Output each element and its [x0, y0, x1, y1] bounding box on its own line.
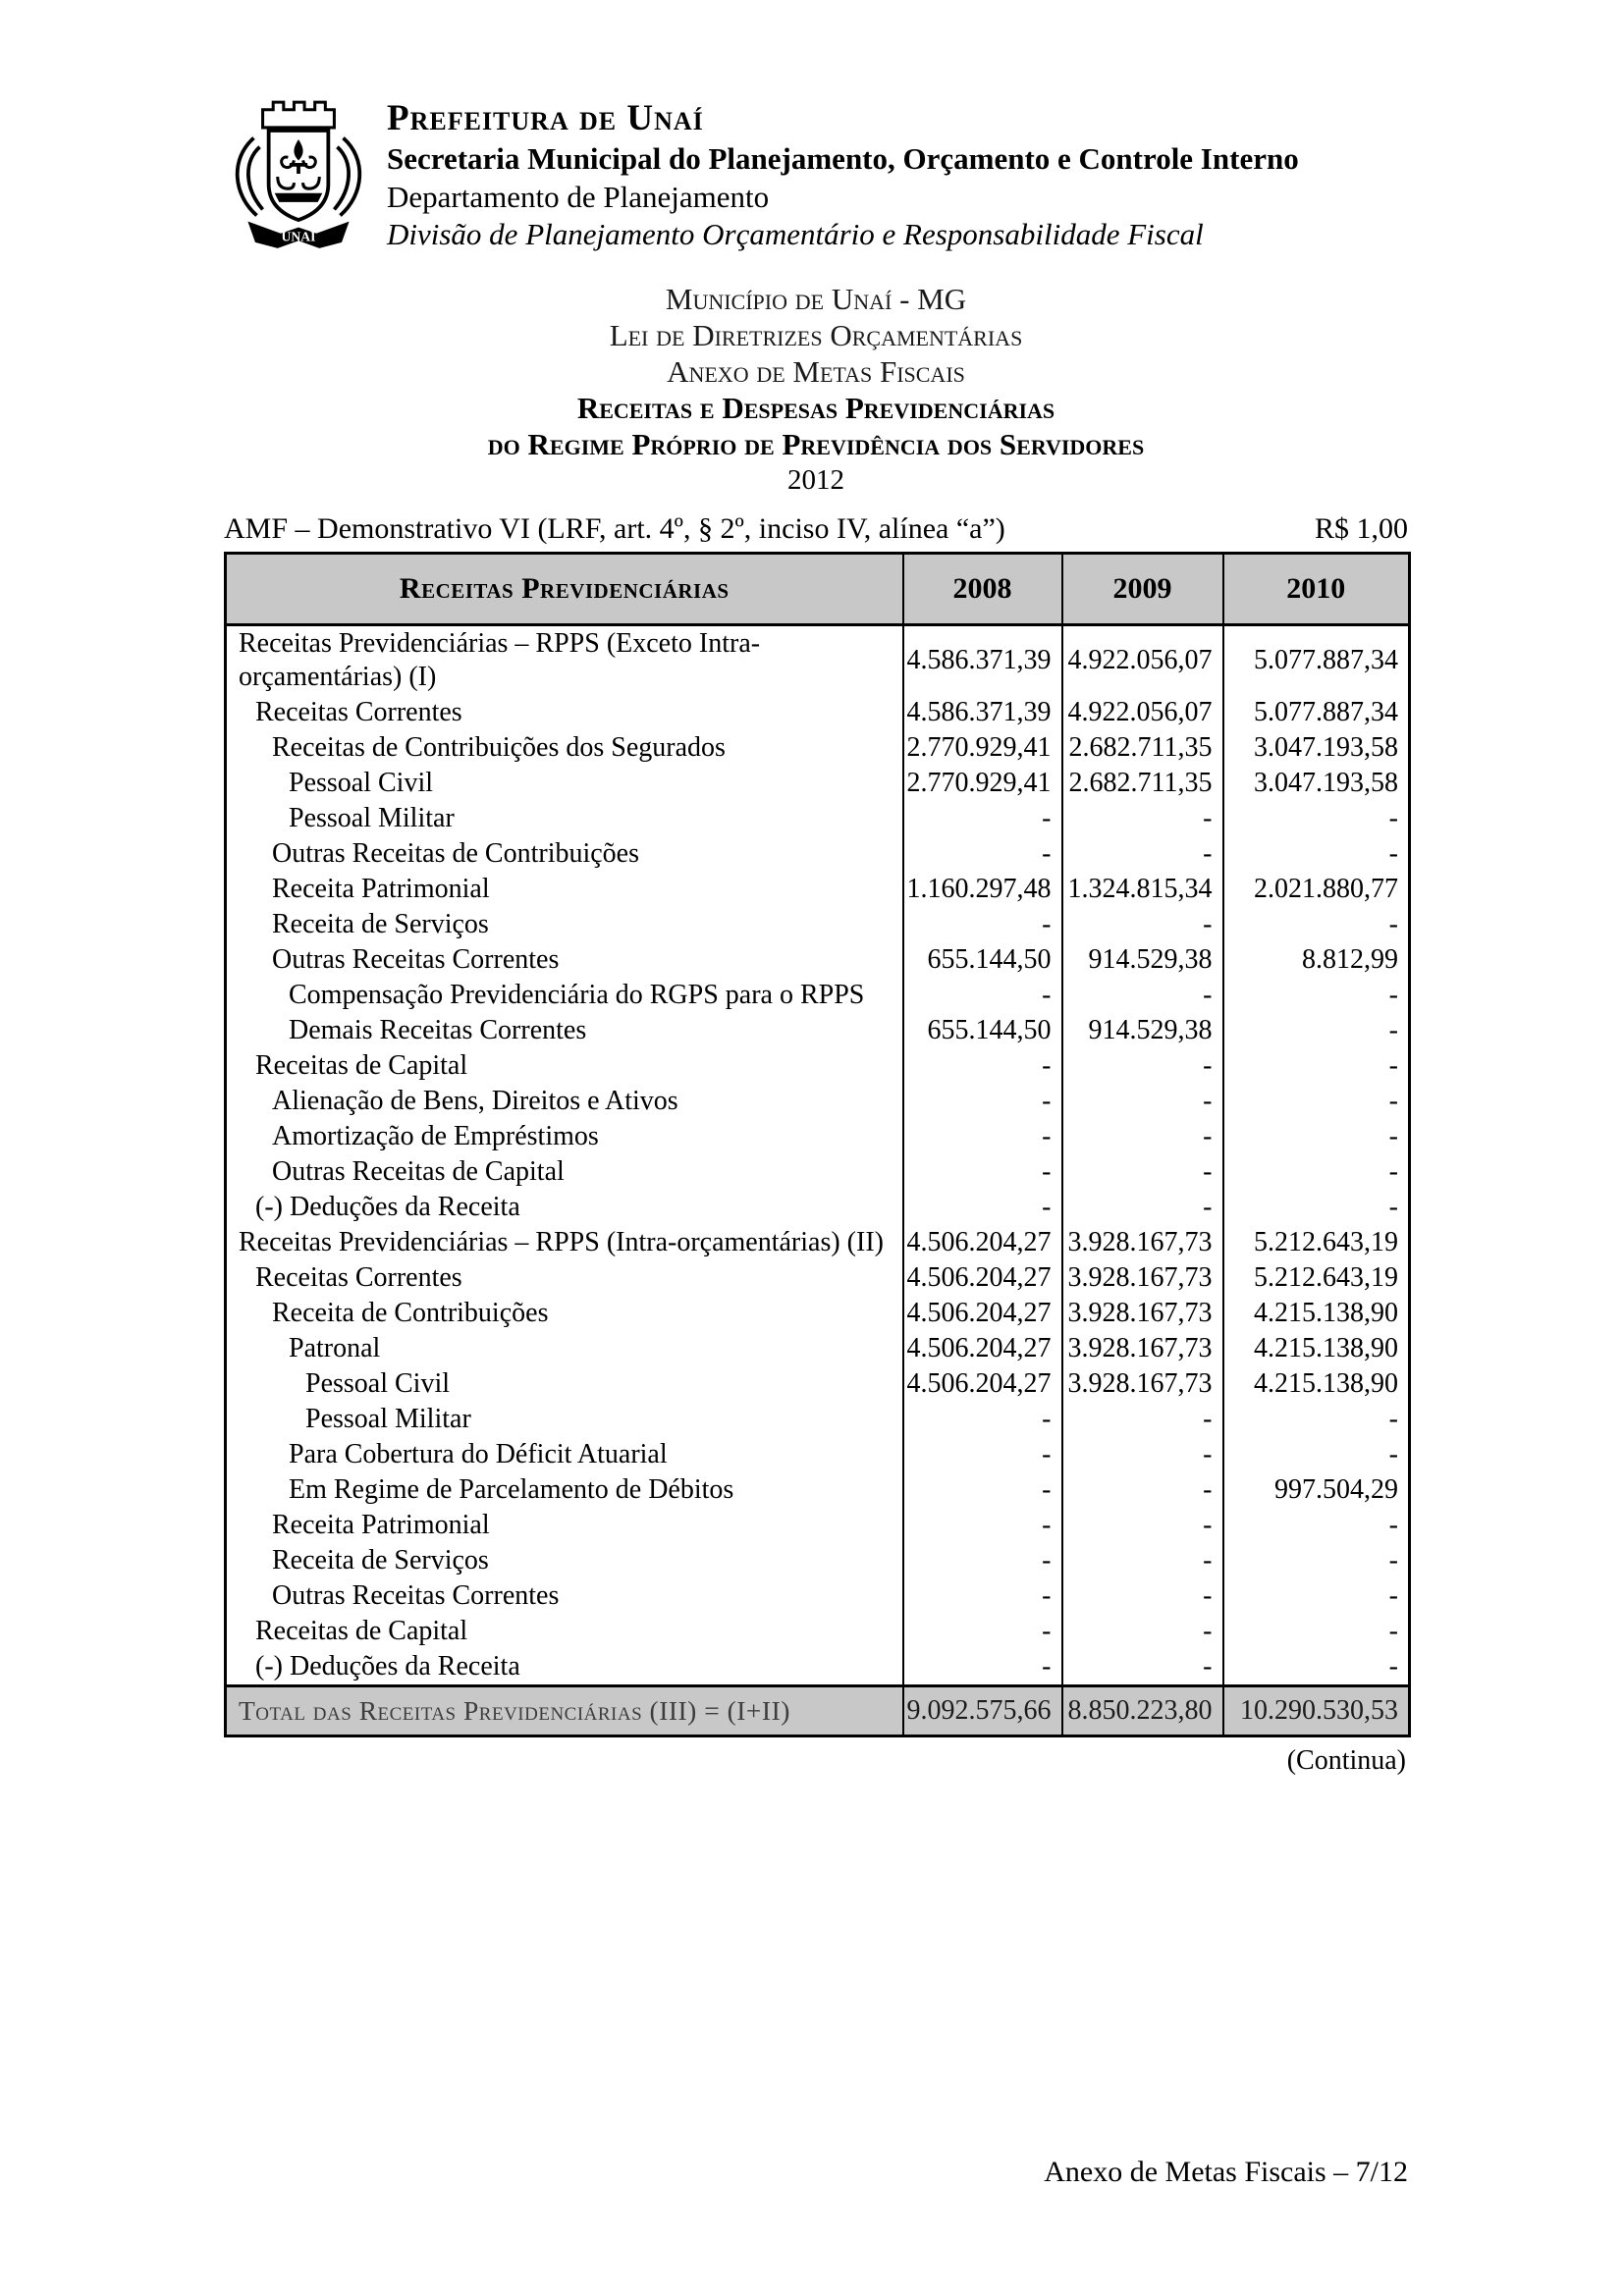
row-value-2010: 4.215.138,90 — [1223, 1331, 1410, 1366]
row-value-2008: 4.506.204,27 — [903, 1331, 1062, 1366]
table-row — [226, 1649, 1410, 1686]
table-row — [226, 625, 1410, 696]
row-value-2008: 4.586.371,39 — [903, 625, 1062, 696]
department-line: Departamento de Planejamento — [387, 180, 770, 214]
row-value-2008: 4.586.371,39 — [903, 695, 1062, 730]
row-value-2008: 1.160.297,48 — [903, 872, 1062, 907]
row-value-2010: 3.047.193,58 — [1223, 730, 1410, 766]
row-value-2008: - — [903, 907, 1062, 942]
title-block — [224, 281, 1408, 499]
table-row — [226, 1543, 1410, 1578]
row-value-2008: - — [903, 1190, 1062, 1225]
row-label: Alienação de Bens, Direitos e Ativos — [272, 1086, 678, 1116]
row-value-2009: - — [1062, 836, 1223, 872]
table-section — [224, 552, 1408, 1777]
row-value-2009: - — [1062, 1543, 1223, 1578]
table-row — [226, 1084, 1410, 1119]
total-value-2009: 8.850.223,80 — [1062, 1686, 1223, 1736]
table-row — [226, 1296, 1410, 1331]
row-value-2010: 4.215.138,90 — [1223, 1296, 1410, 1331]
row-value-2008: - — [903, 1649, 1062, 1686]
row-value-2010: 5.212.643,19 — [1223, 1260, 1410, 1296]
org-name: Prefeitura de Unaí — [387, 98, 704, 138]
statement-reference-row — [224, 512, 1408, 546]
row-label: Receitas Previdenciárias – RPPS (Intra-orçamentárias) (II) — [239, 1227, 884, 1257]
row-value-2009: 3.928.167,73 — [1062, 1331, 1223, 1366]
row-value-2009: - — [1062, 1614, 1223, 1649]
row-value-2009: - — [1062, 1154, 1223, 1190]
letterhead — [387, 98, 1299, 253]
division-line: Divisão de Planejamento Orçamentário e Responsabilidade Fiscal — [387, 217, 1204, 251]
table-row — [226, 1366, 1410, 1402]
row-value-2009: 3.928.167,73 — [1062, 1366, 1223, 1402]
table-row — [226, 1154, 1410, 1190]
table-row — [226, 1013, 1410, 1048]
row-value-2008: - — [903, 1578, 1062, 1614]
row-value-2008: 655.144,50 — [903, 1013, 1062, 1048]
row-value-2009: - — [1062, 1649, 1223, 1686]
row-value-2010: 997.504,29 — [1223, 1472, 1410, 1508]
row-value-2009: 3.928.167,73 — [1062, 1296, 1223, 1331]
row-value-2008: 2.770.929,41 — [903, 766, 1062, 801]
row-label: (-) Deduções da Receita — [255, 1192, 520, 1222]
title-law: Lei de Diretrizes Orçamentárias — [609, 318, 1023, 352]
row-value-2008: 4.506.204,27 — [903, 1366, 1062, 1402]
table-row — [226, 1437, 1410, 1472]
amf-reference: AMF – Demonstrativo VI (LRF, art. 4º, § 2º, inciso IV, alínea “a”) — [224, 512, 1005, 545]
row-value-2010: 5.077.887,34 — [1223, 695, 1410, 730]
column-header-2009: 2009 — [1062, 554, 1223, 625]
row-value-2010: - — [1223, 978, 1410, 1013]
row-value-2008: - — [903, 801, 1062, 836]
table-row — [226, 942, 1410, 978]
row-value-2010: - — [1223, 1084, 1410, 1119]
row-value-2008: - — [903, 1402, 1062, 1437]
row-value-2008: - — [903, 1048, 1062, 1084]
row-value-2010: - — [1223, 1543, 1410, 1578]
row-value-2009: 4.922.056,07 — [1062, 695, 1223, 730]
table-row — [226, 1048, 1410, 1084]
row-value-2010: - — [1223, 1437, 1410, 1472]
row-value-2008: - — [903, 1508, 1062, 1543]
row-value-2008: 655.144,50 — [903, 942, 1062, 978]
currency-note: R$ 1,00 — [1314, 512, 1408, 545]
table-body — [226, 625, 1410, 1686]
row-label: Outras Receitas de Capital — [272, 1156, 565, 1187]
table-row — [226, 978, 1410, 1013]
row-label: Receita Patrimonial — [272, 1510, 490, 1540]
table-header — [226, 554, 1410, 625]
row-value-2010: 2.021.880,77 — [1223, 872, 1410, 907]
row-value-2009: 914.529,38 — [1062, 942, 1223, 978]
row-label: Pessoal Militar — [289, 803, 455, 833]
table-row — [226, 1119, 1410, 1154]
table-row — [226, 695, 1410, 730]
row-value-2010: - — [1223, 1190, 1410, 1225]
row-value-2010: - — [1223, 1508, 1410, 1543]
row-value-2010: - — [1223, 1154, 1410, 1190]
table-row — [226, 1225, 1410, 1260]
row-label: Receitas de Capital — [255, 1616, 468, 1646]
title-subject-2: do Regime Próprio de Previdência dos Servidores — [487, 427, 1145, 461]
row-label: Pessoal Civil — [289, 768, 434, 798]
row-value-2010: - — [1223, 1402, 1410, 1437]
table-row — [226, 872, 1410, 907]
row-label: Outras Receitas Correntes — [272, 944, 560, 975]
row-value-2009: 3.928.167,73 — [1062, 1260, 1223, 1296]
table-row — [226, 907, 1410, 942]
row-label: Receitas Previdenciárias – RPPS (Exceto Intra-orçamentárias) (I) — [239, 628, 761, 692]
row-label: Outras Receitas de Contribuições — [272, 838, 640, 869]
table-row — [226, 1508, 1410, 1543]
row-value-2010: - — [1223, 907, 1410, 942]
total-value-2010: 10.290.530,53 — [1223, 1686, 1410, 1736]
row-label: Em Regime de Parcelamento de Débitos — [289, 1474, 734, 1505]
table-total-row — [226, 1686, 1410, 1736]
row-value-2008: - — [903, 1119, 1062, 1154]
row-value-2010: 8.812,99 — [1223, 942, 1410, 978]
column-header-receitas: Receitas Previdenciárias — [226, 554, 903, 625]
table-row — [226, 1260, 1410, 1296]
table-row — [226, 1614, 1410, 1649]
row-value-2010: - — [1223, 1048, 1410, 1084]
row-value-2008: 4.506.204,27 — [903, 1260, 1062, 1296]
row-value-2008: 4.506.204,27 — [903, 1225, 1062, 1260]
row-label: (-) Deduções da Receita — [255, 1651, 520, 1682]
row-value-2009: - — [1062, 1119, 1223, 1154]
table-row — [226, 1331, 1410, 1366]
title-subject-1: Receitas e Despesas Previdenciárias — [576, 391, 1055, 425]
row-value-2008: - — [903, 1614, 1062, 1649]
row-label: Receitas Correntes — [255, 697, 462, 727]
receitas-previdenciarias-table — [224, 552, 1411, 1737]
row-value-2009: - — [1062, 978, 1223, 1013]
row-value-2009: - — [1062, 1578, 1223, 1614]
row-label: Receita Patrimonial — [272, 874, 490, 904]
row-label: Receitas de Capital — [255, 1050, 468, 1081]
row-label: Pessoal Civil — [305, 1368, 451, 1399]
logo-motto: UNAÍ — [281, 229, 316, 244]
row-value-2010: - — [1223, 801, 1410, 836]
row-value-2008: - — [903, 1437, 1062, 1472]
row-value-2008: 2.770.929,41 — [903, 730, 1062, 766]
row-label: Receitas de Contribuições dos Segurados — [272, 732, 726, 763]
row-value-2009: 914.529,38 — [1062, 1013, 1223, 1048]
title-annex: Anexo de Metas Fiscais — [667, 354, 965, 389]
row-value-2009: - — [1062, 1048, 1223, 1084]
row-value-2009: - — [1062, 907, 1223, 942]
table-row — [226, 1402, 1410, 1437]
row-value-2009: - — [1062, 1190, 1223, 1225]
row-value-2009: 3.928.167,73 — [1062, 1225, 1223, 1260]
row-value-2009: - — [1062, 1437, 1223, 1472]
table-row — [226, 766, 1410, 801]
row-label: Receitas Correntes — [255, 1262, 462, 1293]
row-value-2009: 2.682.711,35 — [1062, 730, 1223, 766]
row-value-2010: - — [1223, 1119, 1410, 1154]
row-label: Outras Receitas Correntes — [272, 1580, 560, 1611]
row-value-2009: - — [1062, 1084, 1223, 1119]
row-value-2010: 5.212.643,19 — [1223, 1225, 1410, 1260]
row-label: Amortização de Empréstimos — [272, 1121, 599, 1151]
coat-of-arms-icon — [224, 90, 373, 257]
page-footer: Anexo de Metas Fiscais – 7/12 — [1044, 2156, 1408, 2188]
row-value-2008: - — [903, 1472, 1062, 1508]
row-value-2009: - — [1062, 801, 1223, 836]
table-row — [226, 1190, 1410, 1225]
row-value-2009: - — [1062, 1508, 1223, 1543]
row-value-2009: 1.324.815,34 — [1062, 872, 1223, 907]
row-value-2010: 5.077.887,34 — [1223, 625, 1410, 696]
column-header-2008: 2008 — [903, 554, 1062, 625]
row-value-2009: 2.682.711,35 — [1062, 766, 1223, 801]
title-year: 2012 — [787, 464, 844, 496]
column-header-2010: 2010 — [1223, 554, 1410, 625]
continuation-note: (Continua) — [1286, 1745, 1406, 1776]
row-value-2010: - — [1223, 1013, 1410, 1048]
row-label: Receita de Contribuições — [272, 1298, 549, 1328]
row-value-2008: - — [903, 1543, 1062, 1578]
row-value-2008: 4.506.204,27 — [903, 1296, 1062, 1331]
row-label: Pessoal Militar — [305, 1404, 471, 1434]
row-value-2008: - — [903, 1084, 1062, 1119]
row-value-2010: 4.215.138,90 — [1223, 1366, 1410, 1402]
row-value-2010: - — [1223, 1614, 1410, 1649]
row-value-2010: - — [1223, 1649, 1410, 1686]
row-label: Receita de Serviços — [272, 1545, 489, 1575]
total-value-2008: 9.092.575,66 — [903, 1686, 1062, 1736]
row-value-2008: - — [903, 836, 1062, 872]
table-row — [226, 1578, 1410, 1614]
row-label: Receita de Serviços — [272, 909, 489, 939]
table-row — [226, 801, 1410, 836]
total-label: Total das Receitas Previdenciárias (III) = (I+II) — [226, 1686, 903, 1736]
row-value-2008: - — [903, 1154, 1062, 1190]
secretariat-line: Secretaria Municipal do Planejamento, Orçamento e Controle Interno — [387, 141, 1299, 176]
row-value-2010: - — [1223, 1578, 1410, 1614]
row-value-2009: - — [1062, 1472, 1223, 1508]
row-label: Patronal — [289, 1333, 381, 1363]
table-row — [226, 836, 1410, 872]
row-value-2009: 4.922.056,07 — [1062, 625, 1223, 696]
table-row — [226, 730, 1410, 766]
row-label: Para Cobertura do Déficit Atuarial — [289, 1439, 668, 1469]
row-label: Compensação Previdenciária do RGPS para o RPPS — [289, 980, 865, 1010]
row-value-2010: 3.047.193,58 — [1223, 766, 1410, 801]
row-label: Demais Receitas Correntes — [289, 1015, 587, 1045]
row-value-2010: - — [1223, 836, 1410, 872]
row-value-2009: - — [1062, 1402, 1223, 1437]
row-value-2008: - — [903, 978, 1062, 1013]
title-municipality: Município de Unaí - MG — [665, 282, 967, 316]
table-row — [226, 1472, 1410, 1508]
